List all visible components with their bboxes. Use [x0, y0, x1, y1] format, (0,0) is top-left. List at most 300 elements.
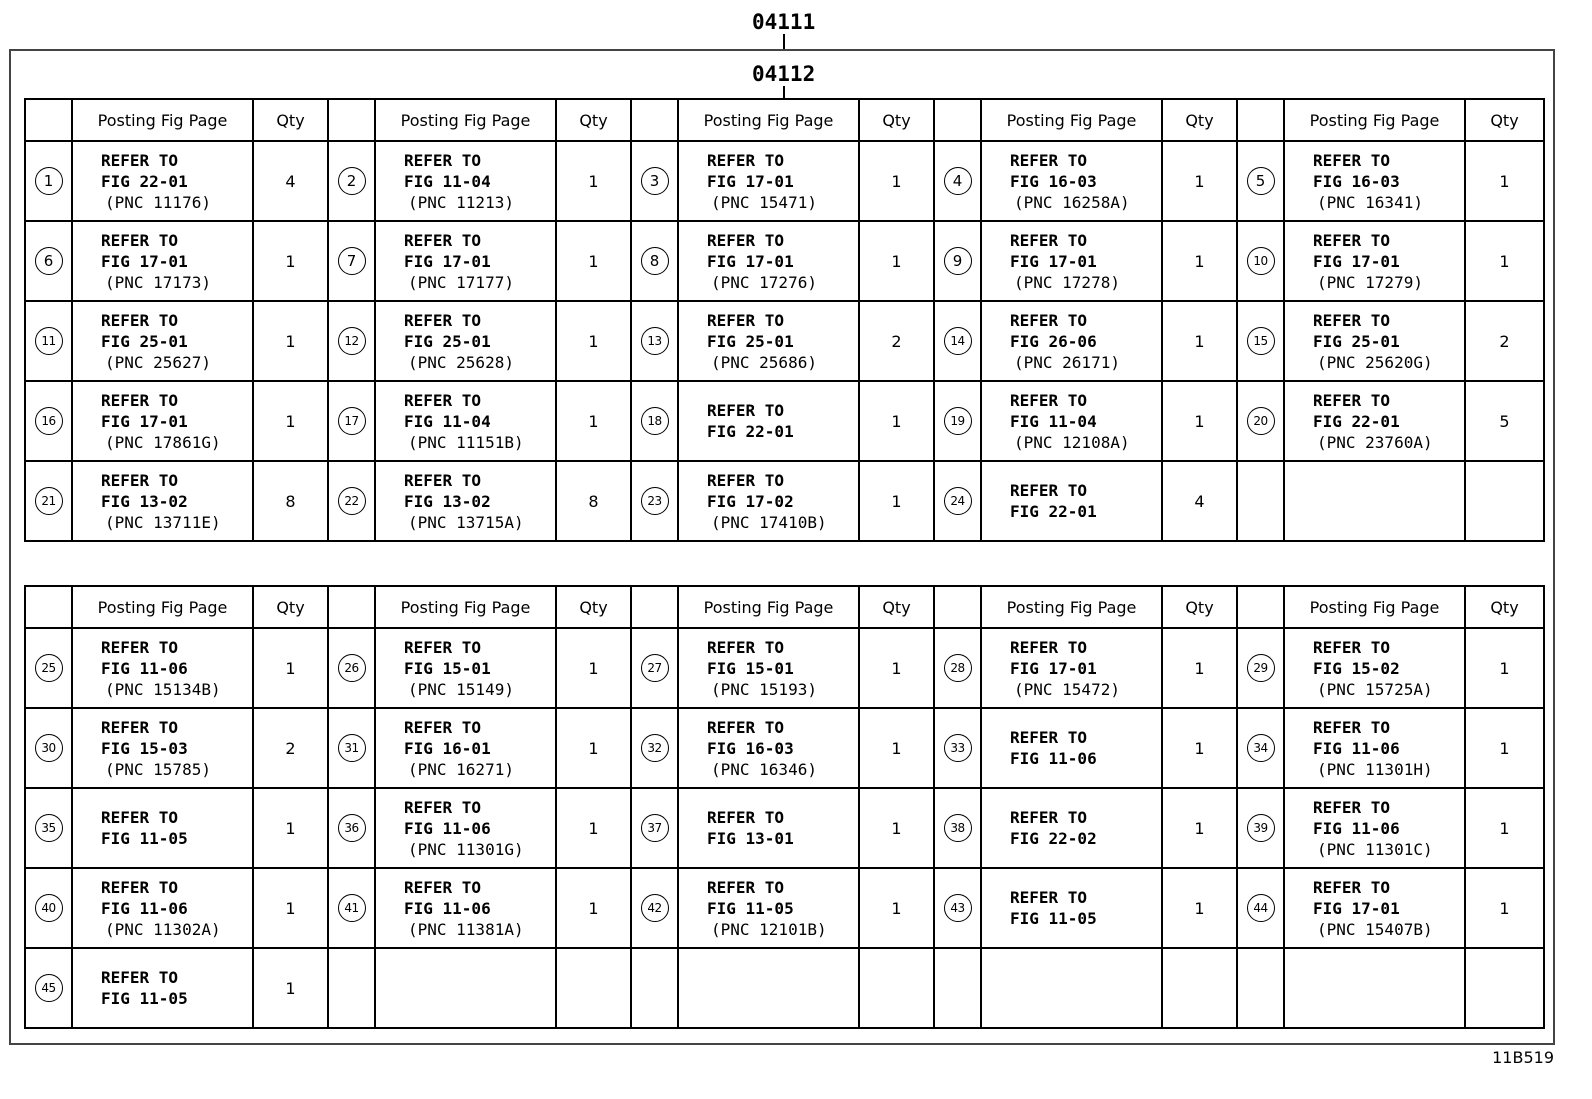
header-num-cell: [328, 99, 375, 141]
reference-line-l1: REFER TO: [1010, 637, 1088, 657]
header-row: [25, 99, 1544, 141]
reference-line-l3: (PNC 25627): [105, 352, 211, 372]
reference-line-l3: (PNC 15134B): [105, 679, 221, 699]
header-num-cell: [1237, 99, 1284, 141]
item-number-cell: [631, 788, 678, 868]
item-number-cell: [1237, 708, 1284, 788]
reference-line-l2: FIG 13-02: [404, 491, 491, 511]
reference-line-l3: (PNC 17278): [1014, 272, 1120, 292]
reference-line-l1: REFER TO: [707, 310, 785, 330]
reference-line-l2: FIG 25-01: [707, 331, 794, 351]
posting-reference-cell: [981, 461, 1162, 541]
item-number-badge: 14: [944, 327, 972, 355]
reference-line-l3: (PNC 16258A): [1014, 192, 1130, 212]
header-qty: Qty: [859, 586, 934, 628]
qty-cell: 1: [556, 301, 631, 381]
header-num-cell: [1237, 586, 1284, 628]
item-number-badge: 1: [35, 167, 63, 195]
item-number-badge: 42: [641, 894, 669, 922]
qty-cell: 1: [253, 868, 328, 948]
reference-line-l2: FIG 17-01: [1313, 898, 1400, 918]
item-number-cell: [631, 868, 678, 948]
item-number-badge: 6: [35, 247, 63, 275]
item-number-badge: 21: [35, 487, 63, 515]
item-number-cell: [328, 301, 375, 381]
qty-cell: 1: [1162, 381, 1237, 461]
reference-line-l2: FIG 11-06: [101, 658, 188, 678]
reference-line-l3: (PNC 23760A): [1317, 432, 1433, 452]
reference-line-l1: REFER TO: [1313, 717, 1391, 737]
posting-reference-cell: [375, 628, 556, 708]
header-posting-fig-page: Posting Fig Page: [375, 586, 556, 628]
qty-cell: 1: [859, 381, 934, 461]
item-number-badge: 45: [35, 974, 63, 1002]
posting-reference-cell: [1284, 221, 1465, 301]
reference-table-1: [24, 98, 1545, 542]
posting-reference-cell: [1284, 708, 1465, 788]
item-number-cell: [328, 461, 375, 541]
qty-cell: 4: [1162, 461, 1237, 541]
qty-cell: 1: [556, 141, 631, 221]
reference-line-l2: FIG 11-06: [1313, 738, 1400, 758]
posting-reference-cell: [678, 381, 859, 461]
qty-cell: 1: [1162, 221, 1237, 301]
posting-reference-cell: [1284, 381, 1465, 461]
item-number-badge: 33: [944, 734, 972, 762]
posting-reference-cell: [72, 381, 253, 461]
posting-reference-cell: [981, 381, 1162, 461]
posting-reference-cell: [375, 221, 556, 301]
qty-cell: 1: [556, 628, 631, 708]
qty-cell: 1: [253, 948, 328, 1028]
table-row: [25, 381, 1544, 461]
reference-line-l3: (PNC 15785): [105, 759, 211, 779]
item-number-badge: 30: [35, 734, 63, 762]
item-number-cell: [934, 221, 981, 301]
item-number-cell: [328, 948, 375, 1028]
qty-cell: 1: [1465, 221, 1544, 301]
posting-reference-cell: [981, 301, 1162, 381]
item-number-cell: [328, 868, 375, 948]
item-number-badge: 26: [338, 654, 366, 682]
reference-line-l3: (PNC 15725A): [1317, 679, 1433, 699]
qty-cell: [859, 948, 934, 1028]
reference-line-l2: FIG 16-03: [707, 738, 794, 758]
table-row: [25, 301, 1544, 381]
posting-reference-cell: [375, 461, 556, 541]
reference-line-l3: (PNC 12101B): [711, 919, 827, 939]
item-number-badge: 19: [944, 407, 972, 435]
reference-line-l1: REFER TO: [101, 310, 179, 330]
qty-cell: 1: [1465, 868, 1544, 948]
item-number-cell: [328, 381, 375, 461]
qty-cell: 1: [1162, 628, 1237, 708]
item-number-badge: 4: [944, 167, 972, 195]
header-qty: Qty: [253, 99, 328, 141]
item-number-badge: 38: [944, 814, 972, 842]
item-number-cell: [631, 301, 678, 381]
reference-line-l2: FIG 11-04: [404, 411, 491, 431]
qty-cell: 1: [556, 381, 631, 461]
item-number-badge: 3: [641, 167, 669, 195]
code-04111: 04111: [752, 10, 816, 34]
reference-line-l1: REFER TO: [101, 150, 179, 170]
item-number-cell: [934, 141, 981, 221]
posting-reference-cell: [678, 628, 859, 708]
item-number-badge: 29: [1247, 654, 1275, 682]
item-number-cell: [934, 948, 981, 1028]
posting-reference-cell: [1284, 868, 1465, 948]
posting-reference-cell: [72, 221, 253, 301]
reference-line-l1: REFER TO: [1313, 877, 1391, 897]
item-number-badge: 11: [35, 327, 63, 355]
reference-line-l1: REFER TO: [404, 470, 482, 490]
table-row: [25, 141, 1544, 221]
posting-reference-cell: [72, 868, 253, 948]
posting-reference-cell: [678, 221, 859, 301]
posting-reference-cell: [375, 381, 556, 461]
item-number-cell: [934, 461, 981, 541]
posting-reference-cell: [1284, 788, 1465, 868]
header-posting-fig-page: Posting Fig Page: [1284, 99, 1465, 141]
item-number-badge: 18: [641, 407, 669, 435]
item-number-cell: [631, 948, 678, 1028]
qty-cell: 2: [253, 708, 328, 788]
header-posting-fig-page: Posting Fig Page: [375, 99, 556, 141]
reference-line-l3: (PNC 17173): [105, 272, 211, 292]
qty-cell: 1: [859, 708, 934, 788]
header-posting-fig-page: Posting Fig Page: [72, 586, 253, 628]
header-qty: Qty: [556, 586, 631, 628]
qty-cell: 1: [1465, 788, 1544, 868]
code-04112: 04112: [752, 62, 816, 86]
qty-cell: 4: [253, 141, 328, 221]
item-number-cell: [25, 301, 72, 381]
posting-reference-cell: [678, 708, 859, 788]
header-qty: Qty: [556, 99, 631, 141]
reference-line-l1: REFER TO: [1010, 481, 1088, 500]
illustration-ref: 11B519: [1492, 1048, 1554, 1067]
qty-cell: 1: [859, 628, 934, 708]
item-number-badge: 27: [641, 654, 669, 682]
reference-line-l3: (PNC 17177): [408, 272, 514, 292]
header-posting-fig-page: Posting Fig Page: [1284, 586, 1465, 628]
item-number-cell: [328, 221, 375, 301]
posting-reference-cell: [375, 948, 556, 1028]
header-num-cell: [934, 99, 981, 141]
posting-reference-cell: [678, 868, 859, 948]
item-number-cell: [328, 708, 375, 788]
reference-line-l1: REFER TO: [707, 470, 785, 490]
reference-line-l2: FIG 13-01: [707, 829, 794, 848]
item-number-badge: 44: [1247, 894, 1275, 922]
qty-cell: 2: [1465, 301, 1544, 381]
reference-line-l1: REFER TO: [1313, 637, 1391, 657]
reference-line-l2: FIG 11-04: [1010, 411, 1097, 431]
reference-line-l1: REFER TO: [1313, 310, 1391, 330]
qty-cell: 1: [1162, 301, 1237, 381]
qty-cell: 1: [556, 221, 631, 301]
item-number-badge: 37: [641, 814, 669, 842]
reference-line-l1: REFER TO: [404, 390, 482, 410]
reference-line-l2: FIG 22-01: [1313, 411, 1400, 431]
reference-line-l1: REFER TO: [404, 717, 482, 737]
reference-line-l3: (PNC 17279): [1317, 272, 1423, 292]
posting-reference-cell: [678, 948, 859, 1028]
header-num-cell: [934, 586, 981, 628]
reference-line-l1: REFER TO: [1010, 230, 1088, 250]
posting-reference-cell: [1284, 461, 1465, 541]
posting-reference-cell: [678, 461, 859, 541]
header-posting-fig-page: Posting Fig Page: [72, 99, 253, 141]
item-number-badge: 36: [338, 814, 366, 842]
reference-line-l2: FIG 11-06: [1010, 749, 1097, 768]
header-posting-fig-page: Posting Fig Page: [981, 99, 1162, 141]
reference-line-l2: FIG 25-01: [101, 331, 188, 351]
posting-reference-cell: [375, 788, 556, 868]
posting-reference-cell: [72, 301, 253, 381]
reference-line-l1: REFER TO: [1313, 150, 1391, 170]
header-qty: Qty: [1465, 586, 1544, 628]
header-qty: Qty: [1162, 586, 1237, 628]
qty-cell: 1: [1162, 868, 1237, 948]
header-row: [25, 586, 1544, 628]
qty-cell: 1: [1162, 708, 1237, 788]
posting-reference-cell: [678, 301, 859, 381]
reference-line-l3: (PNC 25620G): [1317, 352, 1433, 372]
item-number-cell: [631, 221, 678, 301]
reference-line-l3: (PNC 11301G): [408, 839, 524, 859]
reference-line-l2: FIG 17-01: [404, 251, 491, 271]
item-number-badge: 23: [641, 487, 669, 515]
table-row: [25, 708, 1544, 788]
reference-line-l2: FIG 13-02: [101, 491, 188, 511]
item-number-cell: [934, 868, 981, 948]
posting-reference-cell: [981, 788, 1162, 868]
reference-line-l3: (PNC 11301C): [1317, 839, 1433, 859]
item-number-badge: 32: [641, 734, 669, 762]
posting-reference-cell: [981, 628, 1162, 708]
item-number-badge: 13: [641, 327, 669, 355]
item-number-cell: [328, 628, 375, 708]
item-number-cell: [1237, 628, 1284, 708]
item-number-cell: [934, 381, 981, 461]
reference-line-l3: (PNC 11302A): [105, 919, 221, 939]
item-number-cell: [1237, 788, 1284, 868]
reference-line-l3: (PNC 15407B): [1317, 919, 1433, 939]
item-number-cell: [1237, 868, 1284, 948]
reference-line-l1: REFER TO: [707, 637, 785, 657]
table-row: [25, 788, 1544, 868]
posting-reference-cell: [1284, 948, 1465, 1028]
qty-cell: 8: [556, 461, 631, 541]
posting-reference-cell: [981, 141, 1162, 221]
qty-cell: 2: [859, 301, 934, 381]
qty-cell: [1162, 948, 1237, 1028]
item-number-badge: 24: [944, 487, 972, 515]
header-num-cell: [25, 99, 72, 141]
header-num-cell: [328, 586, 375, 628]
reference-line-l1: REFER TO: [1313, 390, 1391, 410]
reference-line-l1: REFER TO: [707, 230, 785, 250]
reference-line-l1: REFER TO: [1010, 150, 1088, 170]
item-number-cell: [25, 381, 72, 461]
item-number-cell: [25, 788, 72, 868]
item-number-badge: 35: [35, 814, 63, 842]
reference-line-l2: FIG 11-06: [404, 898, 491, 918]
qty-cell: 1: [859, 788, 934, 868]
item-number-cell: [1237, 301, 1284, 381]
reference-line-l2: FIG 11-04: [404, 171, 491, 191]
reference-line-l1: REFER TO: [101, 808, 179, 827]
qty-cell: 8: [253, 461, 328, 541]
reference-line-l3: (PNC 16271): [408, 759, 514, 779]
posting-reference-cell: [678, 788, 859, 868]
table-row: [25, 628, 1544, 708]
reference-line-l3: (PNC 11381A): [408, 919, 524, 939]
header-qty: Qty: [253, 586, 328, 628]
reference-line-l2: FIG 25-01: [404, 331, 491, 351]
reference-line-l2: FIG 16-03: [1313, 171, 1400, 191]
reference-line-l1: REFER TO: [101, 968, 179, 987]
item-number-badge: 25: [35, 654, 63, 682]
item-number-cell: [25, 141, 72, 221]
item-number-cell: [25, 461, 72, 541]
reference-line-l2: FIG 17-01: [707, 171, 794, 191]
header-posting-fig-page: Posting Fig Page: [678, 586, 859, 628]
header-qty: Qty: [1162, 99, 1237, 141]
reference-line-l3: (PNC 26171): [1014, 352, 1120, 372]
reference-line-l3: (PNC 17410B): [711, 512, 827, 532]
item-number-cell: [25, 221, 72, 301]
item-number-cell: [328, 788, 375, 868]
qty-cell: 1: [1162, 788, 1237, 868]
reference-line-l2: FIG 11-06: [404, 818, 491, 838]
reference-line-l2: FIG 17-01: [101, 411, 188, 431]
reference-line-l3: (PNC 13711E): [105, 512, 221, 532]
item-number-cell: [631, 381, 678, 461]
reference-line-l1: REFER TO: [707, 717, 785, 737]
item-number-badge: 15: [1247, 327, 1275, 355]
reference-line-l1: REFER TO: [1010, 808, 1088, 827]
item-number-cell: [631, 461, 678, 541]
posting-reference-cell: [1284, 301, 1465, 381]
item-number-cell: [1237, 141, 1284, 221]
reference-line-l2: FIG 17-01: [1010, 658, 1097, 678]
item-number-cell: [25, 628, 72, 708]
item-number-cell: [1237, 221, 1284, 301]
qty-cell: 1: [1465, 141, 1544, 221]
header-qty: Qty: [859, 99, 934, 141]
posting-reference-cell: [72, 788, 253, 868]
posting-reference-cell: [72, 708, 253, 788]
qty-cell: 1: [253, 788, 328, 868]
item-number-cell: [934, 708, 981, 788]
reference-line-l2: FIG 26-06: [1010, 331, 1097, 351]
reference-line-l2: FIG 15-01: [404, 658, 491, 678]
item-number-cell: [25, 708, 72, 788]
reference-line-l1: REFER TO: [404, 877, 482, 897]
reference-line-l3: (PNC 15193): [711, 679, 817, 699]
reference-line-l2: FIG 17-01: [1313, 251, 1400, 271]
reference-line-l1: REFER TO: [1010, 310, 1088, 330]
qty-cell: 1: [556, 868, 631, 948]
posting-reference-cell: [981, 868, 1162, 948]
qty-cell: 1: [253, 301, 328, 381]
posting-reference-cell: [981, 708, 1162, 788]
reference-line-l3: (PNC 17276): [711, 272, 817, 292]
item-number-badge: 31: [338, 734, 366, 762]
reference-line-l2: FIG 25-01: [1313, 331, 1400, 351]
qty-cell: [1465, 461, 1544, 541]
item-number-cell: [934, 628, 981, 708]
reference-line-l2: FIG 17-02: [707, 491, 794, 511]
reference-line-l1: REFER TO: [1010, 390, 1088, 410]
reference-line-l3: (PNC 25628): [408, 352, 514, 372]
item-number-cell: [631, 708, 678, 788]
reference-line-l3: (PNC 12108A): [1014, 432, 1130, 452]
reference-line-l2: FIG 11-06: [1313, 818, 1400, 838]
header-num-cell: [25, 586, 72, 628]
reference-line-l2: FIG 11-05: [707, 898, 794, 918]
table-row: [25, 461, 1544, 541]
posting-reference-cell: [981, 221, 1162, 301]
reference-line-l1: REFER TO: [1010, 888, 1088, 907]
table-row: [25, 221, 1544, 301]
reference-line-l2: FIG 22-01: [101, 171, 188, 191]
reference-line-l1: REFER TO: [404, 230, 482, 250]
reference-line-l1: REFER TO: [1010, 728, 1088, 747]
qty-cell: 1: [859, 141, 934, 221]
qty-cell: 1: [859, 461, 934, 541]
item-number-cell: [934, 301, 981, 381]
reference-line-l2: FIG 15-01: [707, 658, 794, 678]
table-row: [25, 948, 1544, 1028]
qty-cell: 1: [253, 221, 328, 301]
reference-line-l1: REFER TO: [101, 470, 179, 490]
qty-cell: 1: [556, 708, 631, 788]
reference-line-l2: FIG 22-02: [1010, 829, 1097, 848]
reference-line-l2: FIG 22-01: [707, 422, 794, 441]
posting-reference-cell: [72, 461, 253, 541]
reference-line-l2: FIG 16-03: [1010, 171, 1097, 191]
posting-reference-cell: [375, 868, 556, 948]
reference-line-l2: FIG 17-01: [101, 251, 188, 271]
table-row: [25, 868, 1544, 948]
reference-line-l1: REFER TO: [404, 150, 482, 170]
item-number-badge: 7: [338, 247, 366, 275]
qty-cell: [1465, 948, 1544, 1028]
qty-cell: 1: [1465, 708, 1544, 788]
item-number-cell: [25, 948, 72, 1028]
reference-line-l1: REFER TO: [707, 401, 785, 420]
reference-line-l1: REFER TO: [101, 637, 179, 657]
reference-line-l3: (PNC 17861G): [105, 432, 221, 452]
posting-reference-cell: [1284, 141, 1465, 221]
item-number-badge: 40: [35, 894, 63, 922]
item-number-cell: [1237, 461, 1284, 541]
reference-line-l2: FIG 11-05: [101, 989, 188, 1008]
reference-line-l3: (PNC 13715A): [408, 512, 524, 532]
item-number-badge: 5: [1247, 167, 1275, 195]
qty-cell: 1: [556, 788, 631, 868]
reference-line-l3: (PNC 16346): [711, 759, 817, 779]
item-number-badge: 8: [641, 247, 669, 275]
reference-line-l3: (PNC 15471): [711, 192, 817, 212]
reference-line-l1: REFER TO: [1313, 797, 1391, 817]
qty-cell: [556, 948, 631, 1028]
item-number-badge: 2: [338, 167, 366, 195]
